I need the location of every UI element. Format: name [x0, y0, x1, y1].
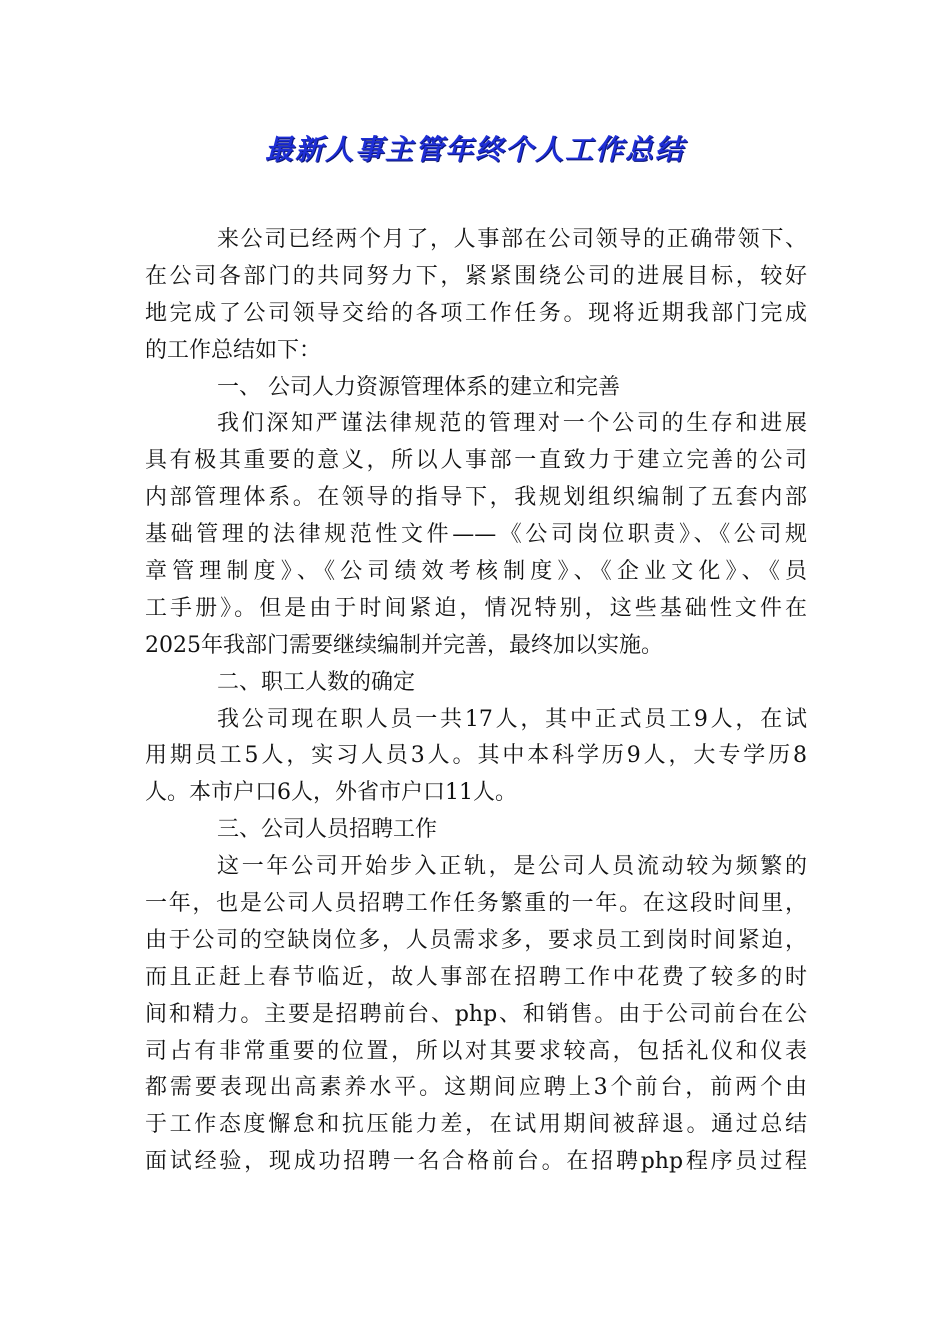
- paragraph-line: 地完成了公司领导交给的各项工作任务。现将近期我部门完成: [145, 300, 807, 326]
- paragraph-line: 我公司现在职人员一共17人，其中正式员工9人，在试: [217, 706, 807, 732]
- paragraph-line: 一、 公司人力资源管理体系的建立和完善: [217, 374, 620, 400]
- paragraph-line: 2025年我部门需要继续编制并完善，最终加以实施。: [145, 632, 663, 658]
- paragraph-line: 三、公司人员招聘工作: [217, 817, 438, 843]
- paragraph-line: 用期员工5人，实习人员3人。其中本科学历9人，大专学历8: [145, 743, 807, 769]
- paragraph-line: 这一年公司开始步入正轨，是公司人员流动较为频繁的: [217, 854, 807, 880]
- paragraph-line: 间和精力。主要是招聘前台、php、和销售。由于公司前台在公: [145, 1001, 807, 1027]
- paragraph-line: 在公司各部门的共同努力下，紧紧围绕公司的进展目标，较好: [145, 263, 807, 289]
- paragraph-line: 而且正赶上春节临近，故人事部在招聘工作中花费了较多的时: [145, 964, 807, 990]
- paragraph-line: 基础管理的法律规范性文件——《公司岗位职责》、《公司规: [145, 522, 807, 548]
- document-title: 最新人事主管年终个人工作总结: [264, 133, 685, 166]
- paragraph-line: 一年，也是公司人员招聘工作任务繁重的一年。在这段时间里，: [145, 891, 807, 917]
- paragraph-line: 工手册》。但是由于时间紧迫，情况特别，这些基础性文件在: [145, 595, 807, 621]
- paragraph-line: 的工作总结如下：: [145, 337, 322, 363]
- paragraph-line: 由于公司的空缺岗位多，人员需求多，要求员工到岗时间紧迫，: [145, 927, 807, 953]
- paragraph-line: 二、职工人数的确定: [217, 669, 416, 695]
- paragraph-line: 都需要表现出高素养水平。这期间应聘上3个前台，前两个由: [145, 1075, 807, 1101]
- paragraph-line: 具有极其重要的意义，所以人事部一直致力于建立完善的公司: [145, 448, 807, 474]
- paragraph-line: 来公司已经两个月了，人事部在公司领导的正确带领下、: [217, 227, 807, 252]
- paragraph-line: 内部管理体系。在领导的指导下，我规划组织编制了五套内部: [145, 485, 807, 511]
- paragraph-line: 于工作态度懈怠和抗压能力差，在试用期间被辞退。通过总结: [145, 1112, 807, 1138]
- paragraph-line: 面试经验，现成功招聘一名合格前台。在招聘php程序员过程: [145, 1149, 807, 1175]
- document-body: [145, 222, 807, 1181]
- paragraph-line: 司占有非常重要的位置，所以对其要求较高，包括礼仪和仪表: [145, 1038, 807, 1064]
- paragraph-line: 章管理制度》、《公司绩效考核制度》、《企业文化》、《员: [145, 559, 807, 585]
- paragraph-line: 我们深知严谨法律规范的管理对一个公司的生存和进展: [217, 411, 807, 437]
- paragraph-line: 人。本市户口6人，外省市户口11人。: [145, 780, 517, 806]
